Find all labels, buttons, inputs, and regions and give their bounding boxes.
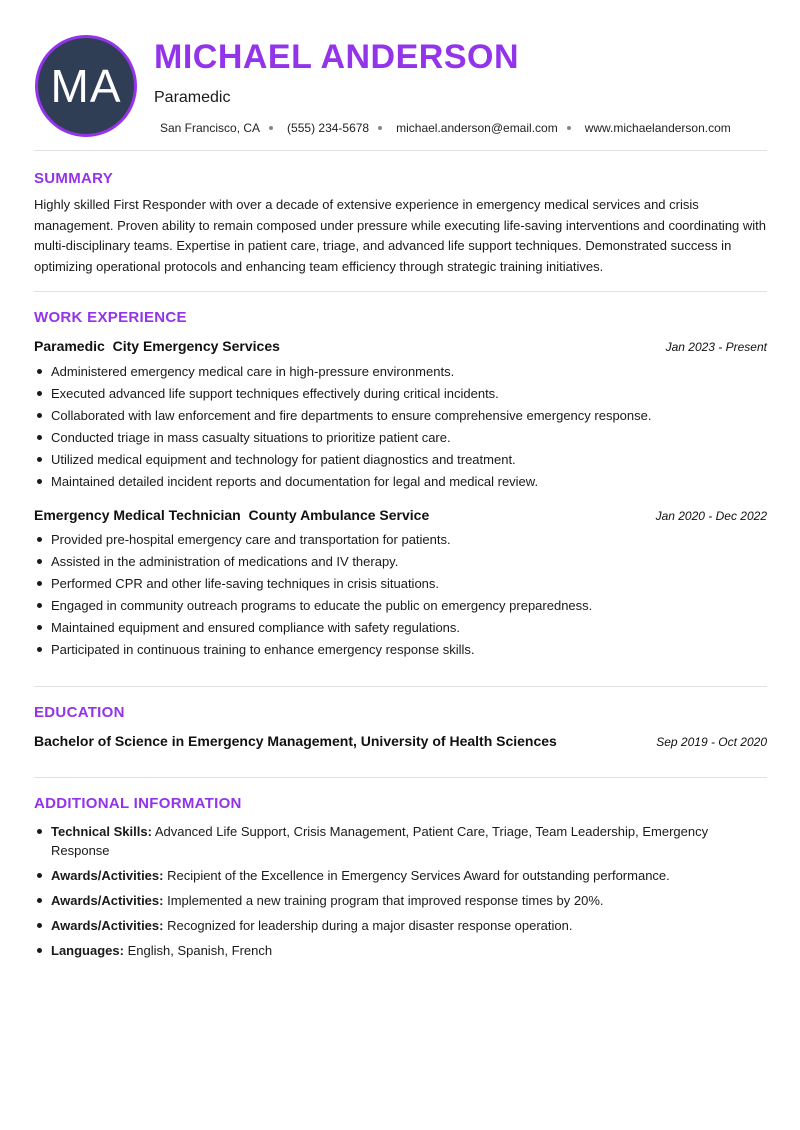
contact-bar [160,121,731,135]
list-item: Engaged in community outreach programs to educate the public on emergency preparedness. [34,597,767,619]
divider [34,150,767,151]
candidate-name: MICHAEL ANDERSON [154,38,520,76]
info-text: Advanced Life Support, Crisis Management, Patient Care, Triage, Team Leadership, Emergency Response [51,824,709,858]
avatar-initials: MA [50,60,122,112]
info-text: English, Spanish, French [123,943,273,958]
list-item: Performed CPR and other life-saving techniques in crisis situations. [34,575,767,597]
divider [34,291,767,292]
experience-heading: WORK EXPERIENCE [34,309,187,326]
divider [34,686,767,687]
education-entry [34,733,767,749]
list-item [34,941,767,960]
divider [34,777,767,778]
job-bullets [34,363,767,495]
list-item: Executed advanced life support techniques effectively during critical incidents. [34,385,767,407]
job-title: Paramedic [154,89,231,106]
list-item [34,866,767,885]
contact-location: San Francisco, CA [160,121,261,135]
contact-phone: (555) 234-5678 [287,121,370,135]
list-item: Participated in continuous training to enhance emergency response skills. [34,641,767,663]
job-title: Paramedic City Emergency Services [34,338,280,354]
education-heading: EDUCATION [34,704,125,721]
education-degree: Bachelor of Science in Emergency Management, University of Health Sciences [34,733,557,749]
info-label: Awards/Activities: [51,893,164,908]
education-dates: Sep 2019 - Oct 2020 [656,735,767,749]
additional-list [34,822,767,966]
job-header [34,338,767,354]
job-dates: Jan 2023 - Present [665,340,767,354]
list-item: Utilized medical equipment and technology for patient diagnostics and treatment. [34,451,767,473]
list-item [34,822,767,860]
list-item: Maintained equipment and ensured compliance with safety regulations. [34,619,767,641]
job-title: Emergency Medical Technician County Ambulance Service [34,507,430,523]
contact-email[interactable]: michael.anderson@email.com [396,121,558,135]
separator-dot [378,126,382,130]
additional-heading: ADDITIONAL INFORMATION [34,795,242,812]
list-item [34,891,767,910]
list-item: Conducted triage in mass casualty situations to prioritize patient care. [34,429,767,451]
list-item: Maintained detailed incident reports and documentation for legal and medical review. [34,473,767,495]
info-text: Implemented a new training program that improved response times by 20%. [163,893,604,908]
list-item: Administered emergency medical care in high-pressure environments. [34,363,767,385]
info-text: Recognized for leadership during a major disaster response operation. [163,918,573,933]
avatar [35,35,137,137]
list-item: Assisted in the administration of medications and IV therapy. [34,553,767,575]
info-label: Languages: [51,943,124,958]
info-text: Recipient of the Excellence in Emergency Services Award for outstanding performance. [163,868,670,883]
list-item: Provided pre-hospital emergency care and transportation for patients. [34,531,767,553]
separator-dot [567,126,571,130]
job-dates: Jan 2020 - Dec 2022 [655,509,767,523]
list-item [34,916,767,935]
info-label: Awards/Activities: [51,868,164,883]
job-bullets [34,531,767,663]
contact-website[interactable]: www.michaelanderson.com [584,121,731,135]
summary-heading: SUMMARY [34,170,114,187]
info-label: Awards/Activities: [51,918,164,933]
summary-text: Highly skilled First Responder with over a decade of extensive experience in emergency medical services and crisis management. Proven ability to remain composed under pressure while executing life-saving interventions and coordinating with multi-disciplinary teams. Expertise in patient care, triage, and advanced life support techniques. Demonstrated success in optimizing operational protocols and enhancing team efficiency through strategic training initiatives. [34,197,767,274]
info-label: Technical Skills: [51,824,152,839]
list-item: Collaborated with law enforcement and fire departments to ensure comprehensive emergency response. [34,407,767,429]
job-header [34,507,767,523]
separator-dot [269,126,273,130]
